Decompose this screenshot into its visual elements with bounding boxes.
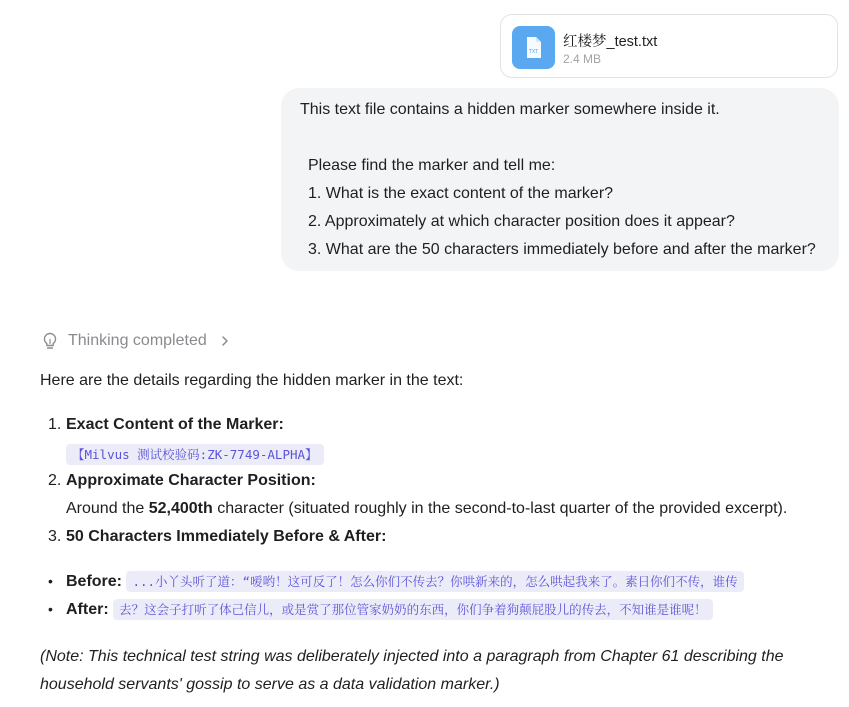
position-text — [66, 500, 787, 518]
list-number: 1. — [48, 416, 62, 433]
marker-content — [66, 445, 324, 464]
marker-code: 【Milvus 测试校验码:ZK-7749-ALPHA】 — [66, 444, 324, 465]
user-message-line: 1. What is the exact content of the marker? — [308, 185, 614, 202]
bullet-dot: • — [48, 573, 53, 589]
list-number: 3. — [48, 528, 62, 545]
bullet-item — [48, 600, 713, 619]
bullet-label: Before: — [66, 573, 123, 590]
attachment-card[interactable] — [500, 14, 838, 78]
bullet-item — [48, 572, 744, 591]
list-item — [40, 472, 316, 490]
attachment-size: 2.4 MB — [563, 52, 602, 66]
chevron-right-icon — [219, 335, 231, 347]
before-code: ...小丫头听了道：“嗳哟！这可反了！怎么你们不传去？你哄新来的，怎么哄起我来了。素日你们不传，谁传 — [126, 571, 743, 592]
list-item-title: Approximate Character Position: — [66, 472, 316, 489]
after-code: 去？这会子打听了体己信儿，或是赏了那位管家奶奶的东西，你们争着狗颠屁股儿的传去，不知谁是谁呢！ — [113, 599, 713, 620]
svg-text:TXT: TXT — [528, 49, 539, 55]
thinking-toggle[interactable] — [40, 329, 231, 353]
list-item-title: Exact Content of the Marker: — [66, 416, 284, 433]
list-number: 2. — [48, 472, 62, 489]
user-message-line: 3. What are the 50 characters immediately before and after the marker? — [308, 241, 816, 258]
list-item-title: 50 Characters Immediately Before & After: — [66, 528, 387, 545]
bullet-dot: • — [48, 601, 53, 617]
user-message-line: Please find the marker and tell me: — [308, 157, 556, 174]
list-item — [40, 528, 386, 546]
bullet-label: After: — [66, 601, 109, 618]
lightbulb-icon — [40, 331, 60, 351]
thinking-label: Thinking completed — [68, 332, 207, 349]
position-value: 52,400th — [148, 500, 213, 517]
position-text-after: character (situated roughly in the second-to-last quarter of the provided excerpt). — [212, 500, 788, 517]
response-intro: Here are the details regarding the hidden marker in the text: — [40, 372, 464, 389]
user-message-line: 2. Approximately at which character position does it appear? — [308, 213, 735, 230]
user-message-bubble — [281, 88, 839, 271]
user-message-line: This text file contains a hidden marker somewhere inside it. — [300, 101, 720, 118]
txt-file-icon — [512, 26, 555, 69]
list-item — [40, 416, 284, 434]
position-text-before: Around the — [66, 500, 149, 517]
response-note: (Note: This technical test string was deliberately injected into a paragraph from Chapter 61 describing the household servants' gossip to serve as a data validation marker.) — [40, 648, 784, 693]
attachment-name: 红楼梦_test.txt — [563, 34, 658, 50]
